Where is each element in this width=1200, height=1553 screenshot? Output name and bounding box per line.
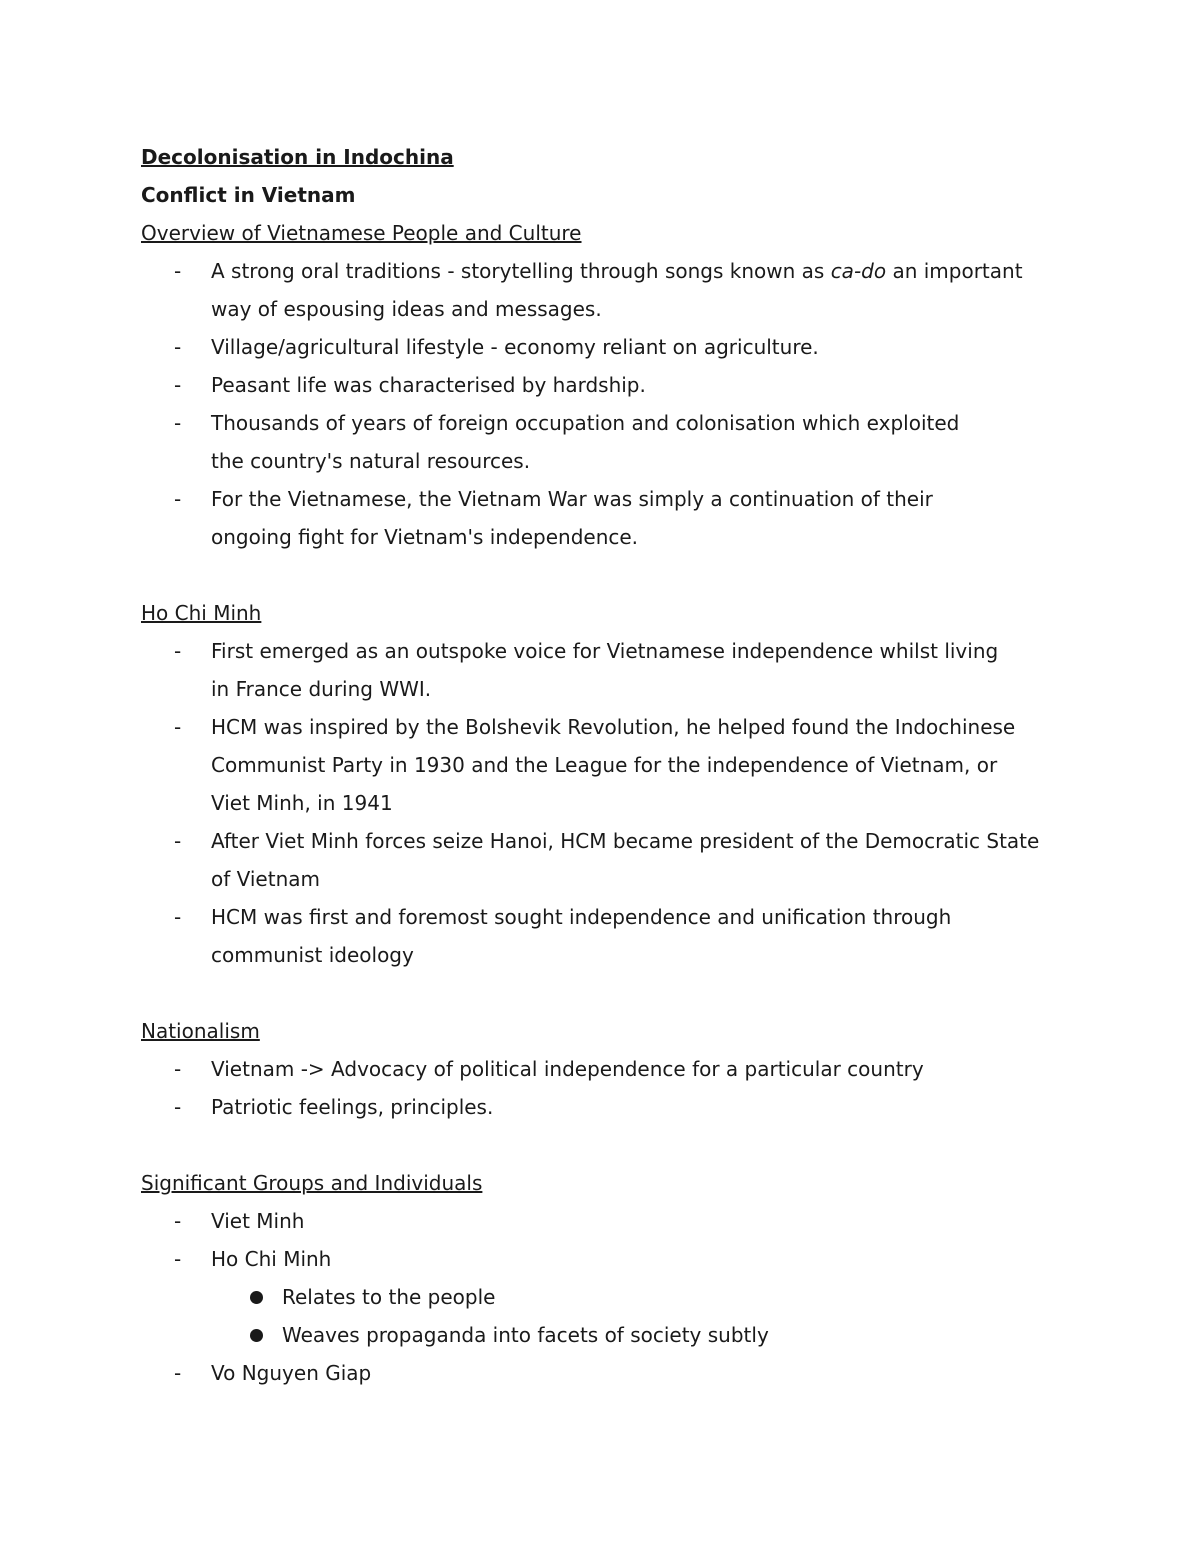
item-text: Relates to the people: [282, 1285, 496, 1309]
dash-marker: -: [174, 411, 182, 435]
overview-heading: Overview of Vietnamese People and Culture: [141, 221, 582, 245]
dash-marker: -: [174, 373, 182, 397]
item-text: Thousands of years of foreign occupation and colonisation which exploited the country's natural resources.: [211, 411, 960, 473]
overview-list: [141, 252, 1071, 556]
sub-list-item: [141, 1278, 1071, 1316]
item-text: Vietnam -> Advocacy of political independence for a particular country: [211, 1057, 924, 1081]
nationalism-heading: Nationalism: [141, 1019, 260, 1043]
dash-marker: -: [174, 1361, 182, 1385]
item-text: A strong oral traditions - storytelling through songs known as: [211, 259, 831, 283]
bullet-dot-icon: [250, 1329, 263, 1342]
item-text: HCM was first and foremost sought independence and unification through communist ideology: [211, 905, 952, 967]
hcm-heading: Ho Chi Minh: [141, 601, 262, 625]
list-item: [141, 480, 1011, 556]
list-item: [141, 1050, 1071, 1088]
list-item: [141, 632, 1011, 708]
list-item: [141, 366, 1071, 404]
dash-marker: -: [174, 905, 182, 929]
item-text: After Viet Minh forces seize Hanoi, HCM became president of the Democratic State of Vietnam: [211, 829, 1040, 891]
item-text: Vo Nguyen Giap: [211, 1361, 372, 1385]
list-item: [141, 1088, 1071, 1126]
item-text: an important way of espousing ideas and messages.: [211, 259, 1023, 321]
list-item: [141, 1202, 1071, 1240]
bullet-dot-icon: [250, 1291, 263, 1304]
item-text: For the Vietnamese, the Vietnam War was simply a continuation of their ongoing fight for Vietnam's independence.: [211, 487, 933, 549]
document-title: Decolonisation in Indochina: [141, 145, 454, 169]
groups-heading: Significant Groups and Individuals: [141, 1171, 483, 1195]
item-text: Weaves propaganda into facets of society subtly: [282, 1323, 769, 1347]
list-item: [141, 252, 1041, 328]
groups-sublist: [141, 1278, 1071, 1354]
document-page: [141, 138, 1071, 1392]
list-item: [141, 404, 971, 480]
groups-list-continued: [141, 1354, 1071, 1392]
dash-marker: -: [174, 715, 182, 739]
hcm-list: [141, 632, 1071, 974]
item-text-italic: ca-do: [830, 259, 887, 283]
dash-marker: -: [174, 1057, 182, 1081]
item-text: Viet Minh: [211, 1209, 305, 1233]
dash-marker: -: [174, 1247, 182, 1271]
item-text: HCM was inspired by the Bolshevik Revolution, he helped found the Indochinese Communist Party in 1930 and the League for the independence of Vietnam, or Viet Minh, in 1941: [211, 715, 1016, 815]
groups-list: [141, 1202, 1071, 1278]
list-item: [141, 1240, 1071, 1278]
dash-marker: -: [174, 639, 182, 663]
list-item: [141, 898, 971, 974]
item-text: Ho Chi Minh: [211, 1247, 332, 1271]
dash-marker: -: [174, 487, 182, 511]
sub-list-item: [141, 1316, 1071, 1354]
item-text: Peasant life was characterised by hardship.: [211, 373, 646, 397]
nationalism-list: [141, 1050, 1071, 1126]
dash-marker: -: [174, 335, 182, 359]
list-item: [141, 708, 1041, 822]
dash-marker: -: [174, 1095, 182, 1119]
list-item: [141, 1354, 1071, 1392]
list-item: [141, 328, 1071, 366]
item-text: Village/agricultural lifestyle - economy reliant on agriculture.: [211, 335, 819, 359]
dash-marker: -: [174, 1209, 182, 1233]
document-subtitle: Conflict in Vietnam: [141, 183, 356, 207]
list-item: [141, 822, 1061, 898]
item-text: First emerged as an outspoke voice for Vietnamese independence whilst living in France during WWI.: [211, 639, 999, 701]
dash-marker: -: [174, 829, 182, 853]
dash-marker: -: [174, 259, 182, 283]
item-text: Patriotic feelings, principles.: [211, 1095, 494, 1119]
